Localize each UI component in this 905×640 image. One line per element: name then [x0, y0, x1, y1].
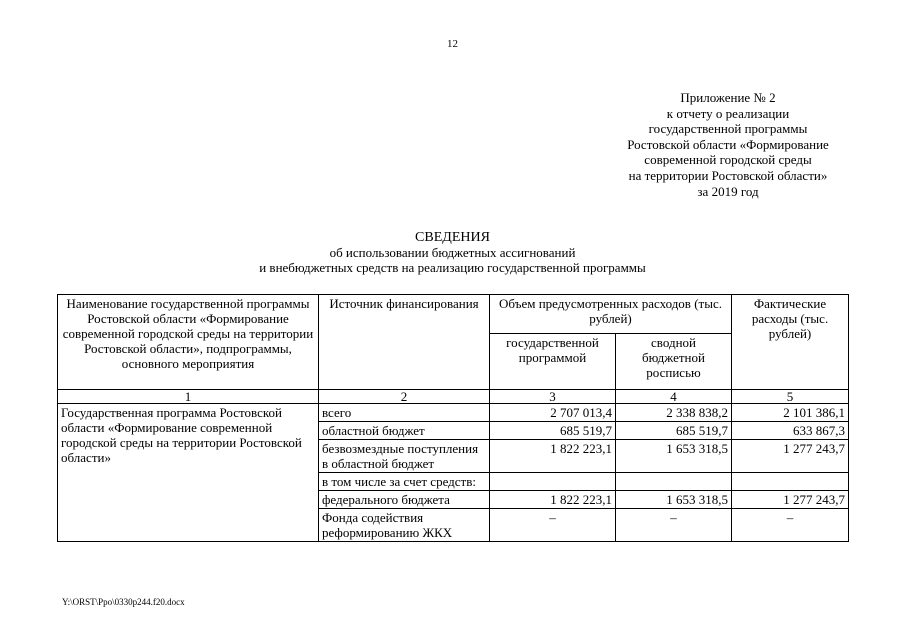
- column-number: 4: [616, 390, 732, 404]
- source-cell: всего: [319, 404, 490, 422]
- source-cell: федерального бюджета: [319, 491, 490, 509]
- actual-value-cell: 633 867,3: [732, 422, 849, 440]
- budget-table: [57, 294, 849, 542]
- actual-value-cell: [732, 473, 849, 491]
- column-number-row: [58, 390, 849, 404]
- column-number: 3: [490, 390, 616, 404]
- source-cell: в том числе за счет средств:: [319, 473, 490, 491]
- column-number: 2: [319, 390, 490, 404]
- title-line: и внебюджетных средств на реализацию государственной программы: [259, 260, 646, 275]
- appendix-block: [578, 90, 878, 199]
- header-row: [58, 295, 849, 334]
- title-line: об использовании бюджетных ассигнований: [329, 245, 576, 260]
- table-row: [58, 404, 849, 422]
- state-value-cell: [490, 473, 616, 491]
- state-value-cell: 1 822 223,1: [490, 440, 616, 473]
- budget-value-cell: 685 519,7: [616, 422, 732, 440]
- header-planned: Объем предусмотренных расходов (тыс. рублей): [490, 295, 732, 334]
- title-main: СВЕДЕНИЯ: [415, 230, 490, 245]
- program-name-cell: Государственная программа Ростовской области «Формирование современной городской среды на территории Ростовской области»: [58, 404, 319, 542]
- budget-value-cell: 2 338 838,2: [616, 404, 732, 422]
- budget-value-cell: [616, 473, 732, 491]
- actual-value-cell: 1 277 243,7: [732, 491, 849, 509]
- column-number: 5: [732, 390, 849, 404]
- document-title: [0, 230, 905, 275]
- budget-value-cell: –: [616, 509, 732, 542]
- header-planned-state: государственной программой: [490, 333, 616, 389]
- header-actual: Фактические расходы (тыс. рублей): [732, 295, 849, 390]
- appendix-line: современной городской среды: [644, 152, 812, 168]
- budget-value-cell: 1 653 318,5: [616, 440, 732, 473]
- appendix-line: Приложение № 2: [680, 90, 776, 105]
- column-number: 1: [58, 390, 319, 404]
- state-value-cell: 685 519,7: [490, 422, 616, 440]
- budget-value-cell: 1 653 318,5: [616, 491, 732, 509]
- appendix-line: государственной программы: [648, 121, 808, 137]
- actual-value-cell: 1 277 243,7: [732, 440, 849, 473]
- actual-value-cell: 2 101 386,1: [732, 404, 849, 422]
- header-planned-budget: сводной бюджетной росписью: [616, 333, 732, 389]
- appendix-line: Ростовской области «Формирование: [627, 136, 829, 152]
- header-name: Наименование государственной программы Ростовской области «Формирование современной городской среды на территории Ростовской области», подпрограммы, основного мероприятия: [58, 295, 319, 390]
- source-cell: Фонда содействия реформированию ЖКХ: [319, 509, 490, 542]
- appendix-line: на территории Ростовской области»: [628, 167, 828, 183]
- state-value-cell: 2 707 013,4: [490, 404, 616, 422]
- source-cell: безвозмездные поступления в областной бюджет: [319, 440, 490, 473]
- actual-value-cell: –: [732, 509, 849, 542]
- state-value-cell: 1 822 223,1: [490, 491, 616, 509]
- source-cell: областной бюджет: [319, 422, 490, 440]
- appendix-line: за 2019 год: [697, 183, 759, 199]
- page-number: 12: [447, 38, 458, 50]
- header-source: Источник финансирования: [319, 295, 490, 390]
- appendix-line: к отчету о реализации: [666, 105, 790, 121]
- state-value-cell: –: [490, 509, 616, 542]
- file-path-footer: Y:\ORST\Ppo\0330p244.f20.docx: [62, 597, 185, 607]
